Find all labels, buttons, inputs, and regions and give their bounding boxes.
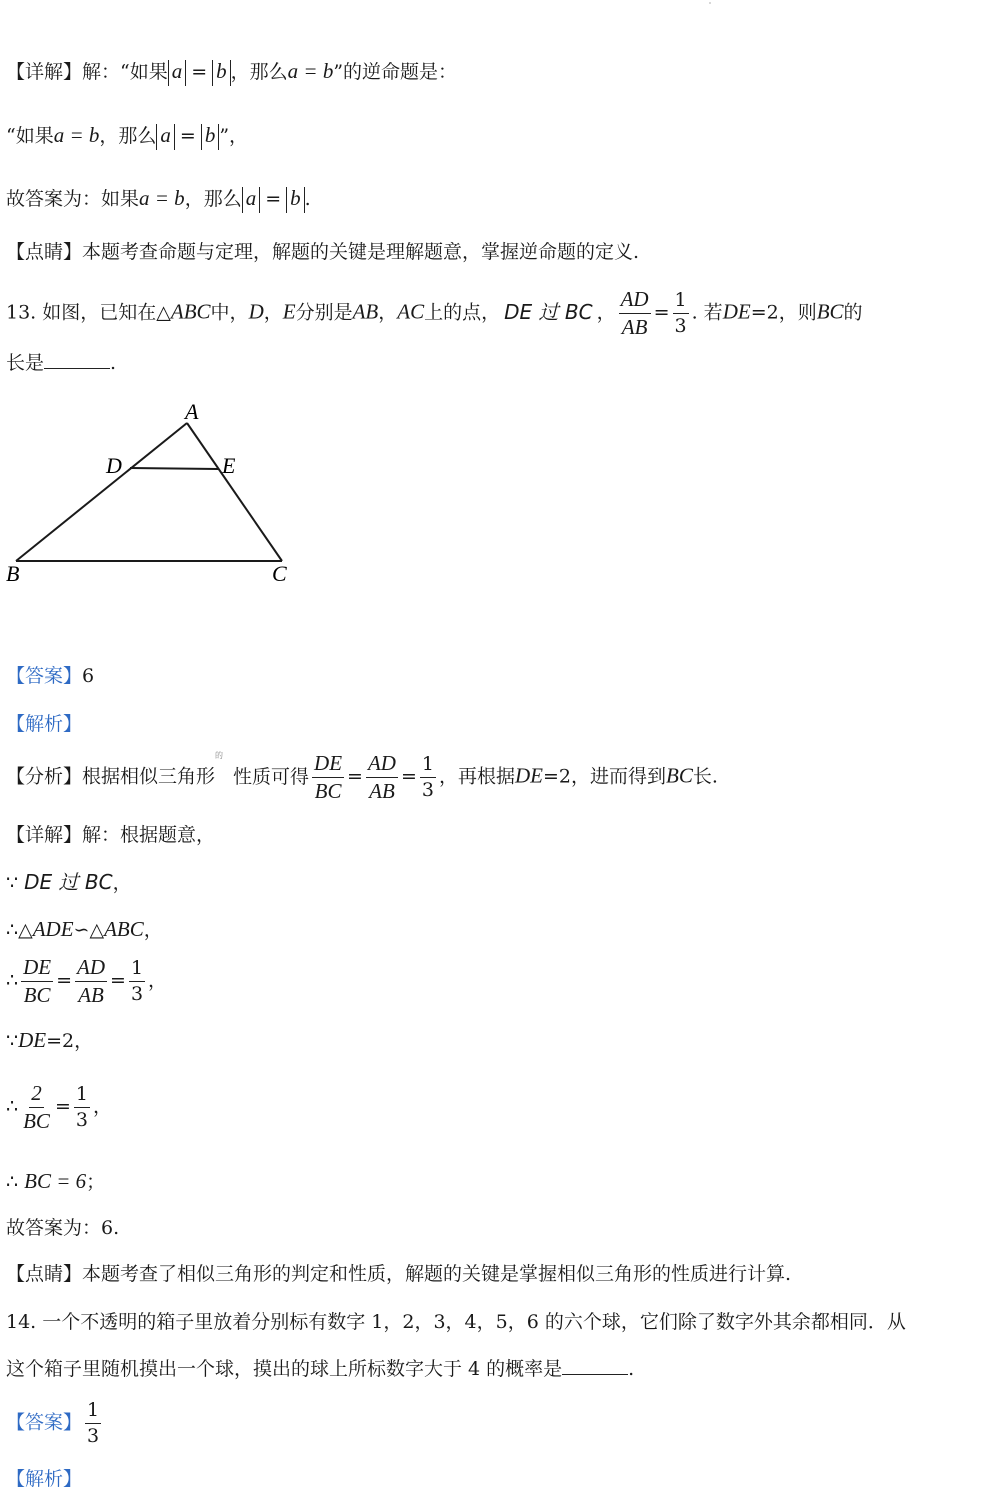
- text: 13. 如图，已知在△: [6, 301, 171, 324]
- text: ，那么: [99, 125, 157, 147]
- text: ，: [92, 1095, 112, 1118]
- denominator: BC: [23, 1109, 50, 1134]
- denominator: 3: [130, 983, 144, 1006]
- step-1: [6, 872, 132, 893]
- answer-line-1: [6, 187, 311, 213]
- var-d: D: [248, 299, 264, 324]
- var-ab: AB: [352, 299, 379, 324]
- text: △: [18, 919, 33, 941]
- text: 根据相似三角形: [82, 765, 216, 788]
- var-e: E: [282, 299, 296, 324]
- therefore-symbol: ∴: [6, 1171, 19, 1193]
- text: ，: [148, 969, 168, 992]
- numerator: AD: [619, 288, 651, 314]
- answer-blank: [562, 1373, 628, 1375]
- text: ，那么: [184, 188, 242, 210]
- fenxi-bracket: 【分析】: [6, 765, 83, 788]
- expr-bc-eq-6: BC = 6: [24, 1169, 87, 1193]
- text: 这个箱子里随机摸出一个球，摸出的球上所标数字大于 4 的概率是: [6, 1358, 563, 1380]
- text: ，: [143, 919, 163, 941]
- equals: =: [265, 188, 282, 210]
- side-ab: [16, 423, 187, 561]
- fraction-de-bc: [21, 956, 53, 1007]
- detail-bracket: 【详解】: [6, 61, 83, 83]
- comment-bracket: 【点睛】: [6, 1263, 83, 1285]
- fraction-one-third: [420, 754, 436, 801]
- detail-line-1: [6, 60, 457, 86]
- text: 分别是: [295, 301, 353, 324]
- denominator: 3: [87, 1424, 100, 1447]
- numerator: 2: [29, 1082, 44, 1108]
- expr-a-eq-b: a = b: [53, 123, 100, 147]
- equals: =: [110, 969, 126, 992]
- analysis-bracket: 【解析】: [6, 713, 83, 735]
- detail-13: [6, 826, 215, 845]
- text: ；: [86, 1171, 106, 1193]
- step-5: [6, 1082, 112, 1133]
- text: ，: [112, 872, 132, 894]
- denominator: AB: [621, 315, 648, 340]
- segment-de: [130, 468, 218, 469]
- text: .: [304, 188, 311, 210]
- text: 故答案为：6.: [6, 1217, 120, 1239]
- question-13: [6, 288, 863, 339]
- equals: =: [56, 969, 73, 992]
- denominator: BC: [314, 779, 342, 804]
- speck: [709, 2, 711, 4]
- therefore-symbol: ∴: [6, 1095, 19, 1118]
- var-ac: AC: [397, 299, 425, 324]
- text: 本题考查命题与定理，解题的关键是理解题意，掌握逆命题的定义.: [82, 241, 640, 263]
- fraction-ad-ab: [75, 956, 107, 1007]
- fenxi-13: [6, 752, 718, 803]
- text: 的: [843, 301, 863, 324]
- text: ，: [263, 301, 283, 324]
- var-de: DE: [515, 763, 543, 788]
- text: △: [89, 919, 105, 941]
- expr-a-eq-b: a = b: [287, 59, 334, 83]
- answer-value: 6: [82, 665, 95, 687]
- comment-line-1: [6, 243, 639, 262]
- denominator: AB: [369, 779, 395, 804]
- analysis-13: [6, 715, 82, 734]
- text: ，: [596, 301, 616, 324]
- because-symbol: ∵: [6, 872, 19, 894]
- numerator: 1: [74, 1084, 90, 1108]
- text: ，再根据: [438, 765, 515, 788]
- text: ”的逆命题是：: [333, 61, 458, 83]
- text: 解：“如果: [82, 61, 168, 83]
- equals: =: [54, 1095, 71, 1118]
- numerator: 1: [673, 290, 689, 314]
- text: 长.: [692, 765, 718, 788]
- analysis-bracket: 【解析】: [6, 1468, 83, 1490]
- text: 中，: [210, 301, 249, 324]
- abs-b: b: [286, 187, 305, 213]
- abs-a: a: [156, 124, 175, 150]
- step-6: [6, 1171, 105, 1192]
- abs-b: b: [212, 60, 231, 86]
- equals: =: [179, 125, 196, 147]
- denominator: BC: [23, 983, 51, 1008]
- answer-13: [6, 667, 94, 686]
- denominator: 3: [674, 315, 687, 338]
- text: =2，: [46, 1030, 94, 1052]
- small-mark: 的: [215, 751, 224, 760]
- label-d: D: [106, 453, 122, 478]
- detail-bracket: 【详解】: [6, 824, 83, 846]
- fraction-one-third: [673, 290, 689, 337]
- text: 本题考查了相似三角形的判定和性质，解题的关键是掌握相似三角形的性质进行计算.: [82, 1263, 792, 1285]
- equals: =: [400, 765, 417, 788]
- expr-a-eq-b: a = b: [139, 186, 185, 210]
- equals: =: [347, 765, 363, 788]
- step-4: [6, 1030, 93, 1051]
- step-3: [6, 956, 167, 1007]
- text: ，那么: [230, 61, 288, 83]
- answer-bracket: 【答案】: [6, 1411, 83, 1434]
- text: “如果: [6, 125, 54, 147]
- var-abc: ABC: [104, 917, 144, 941]
- comment-13: [6, 1265, 791, 1284]
- numerator: DE: [312, 752, 344, 778]
- text: ”，: [219, 125, 249, 147]
- because-symbol: ∵: [6, 1030, 19, 1052]
- fraction-one-third: [85, 1400, 101, 1447]
- text: 故答案为：如果: [6, 188, 140, 210]
- var-ade: ADE: [32, 917, 74, 941]
- answer-bracket: 【答案】: [6, 665, 83, 687]
- numerator: AD: [75, 956, 107, 982]
- numerator: 1: [420, 754, 436, 778]
- var-bc: BC: [816, 299, 844, 324]
- fraction-ad-ab: [366, 752, 398, 803]
- therefore-symbol: ∴: [6, 969, 19, 992]
- text: 上的点，: [424, 301, 501, 324]
- text: .: [110, 352, 117, 374]
- numerator: 1: [129, 958, 145, 982]
- comment-bracket: 【点睛】: [6, 241, 83, 263]
- question-14: [6, 1313, 906, 1332]
- denominator: AB: [78, 983, 104, 1008]
- denominator: 3: [75, 1109, 88, 1132]
- text: 长是: [6, 352, 45, 374]
- var-de: DE: [18, 1028, 47, 1052]
- answer-blank: [44, 367, 110, 369]
- answer-14: [6, 1400, 104, 1447]
- numerator: DE: [21, 956, 53, 982]
- label-c: C: [272, 561, 287, 586]
- question-14-cont: [6, 1360, 634, 1379]
- text: =2，进而得到: [543, 765, 667, 788]
- text: =2，则: [750, 301, 817, 324]
- denominator: 3: [421, 779, 434, 802]
- abs-a: a: [168, 60, 187, 86]
- fraction-one-third: [129, 958, 145, 1005]
- step-2: [6, 919, 163, 940]
- text: 解：根据题意，: [82, 824, 216, 846]
- text: ，: [378, 301, 398, 324]
- equals: =: [653, 301, 670, 324]
- text: 14. 一个不透明的箱子里放着分别标有数字 1，2，3，4，5，6 的六个球，它们除了数字外其余都相同．从: [6, 1311, 906, 1333]
- label-b: B: [6, 561, 20, 586]
- detail-line-2: [6, 124, 248, 150]
- triangle-figure: [0, 395, 320, 595]
- fraction-ad-ab: [619, 288, 651, 339]
- similar-symbol: ∽: [73, 919, 90, 941]
- var-bc: BC: [666, 763, 693, 788]
- var-de: DE: [722, 299, 751, 324]
- label-e: E: [222, 453, 236, 478]
- numerator: AD: [366, 752, 398, 778]
- label-a: A: [185, 399, 199, 424]
- text: .: [628, 1358, 635, 1380]
- numerator: 1: [85, 1400, 101, 1424]
- question-13-cont: [6, 354, 116, 373]
- fraction-one-third: [74, 1084, 90, 1131]
- text: . 若: [691, 301, 723, 324]
- expr-de-bc: DE 过 BC: [24, 870, 113, 894]
- text: 性质可得: [233, 765, 310, 788]
- therefore-symbol: ∴: [6, 919, 19, 941]
- fraction-de-bc: [312, 752, 344, 803]
- abs-a: a: [242, 187, 261, 213]
- var-abc: ABC: [170, 299, 211, 324]
- side-ac: [187, 423, 282, 561]
- abs-b: b: [201, 124, 220, 150]
- analysis-14: [6, 1470, 82, 1489]
- fraction-2-bc: [21, 1082, 52, 1133]
- equals: =: [191, 61, 208, 83]
- step-7: [6, 1219, 119, 1238]
- expr-de-bc: DE 过 BC: [504, 299, 593, 324]
